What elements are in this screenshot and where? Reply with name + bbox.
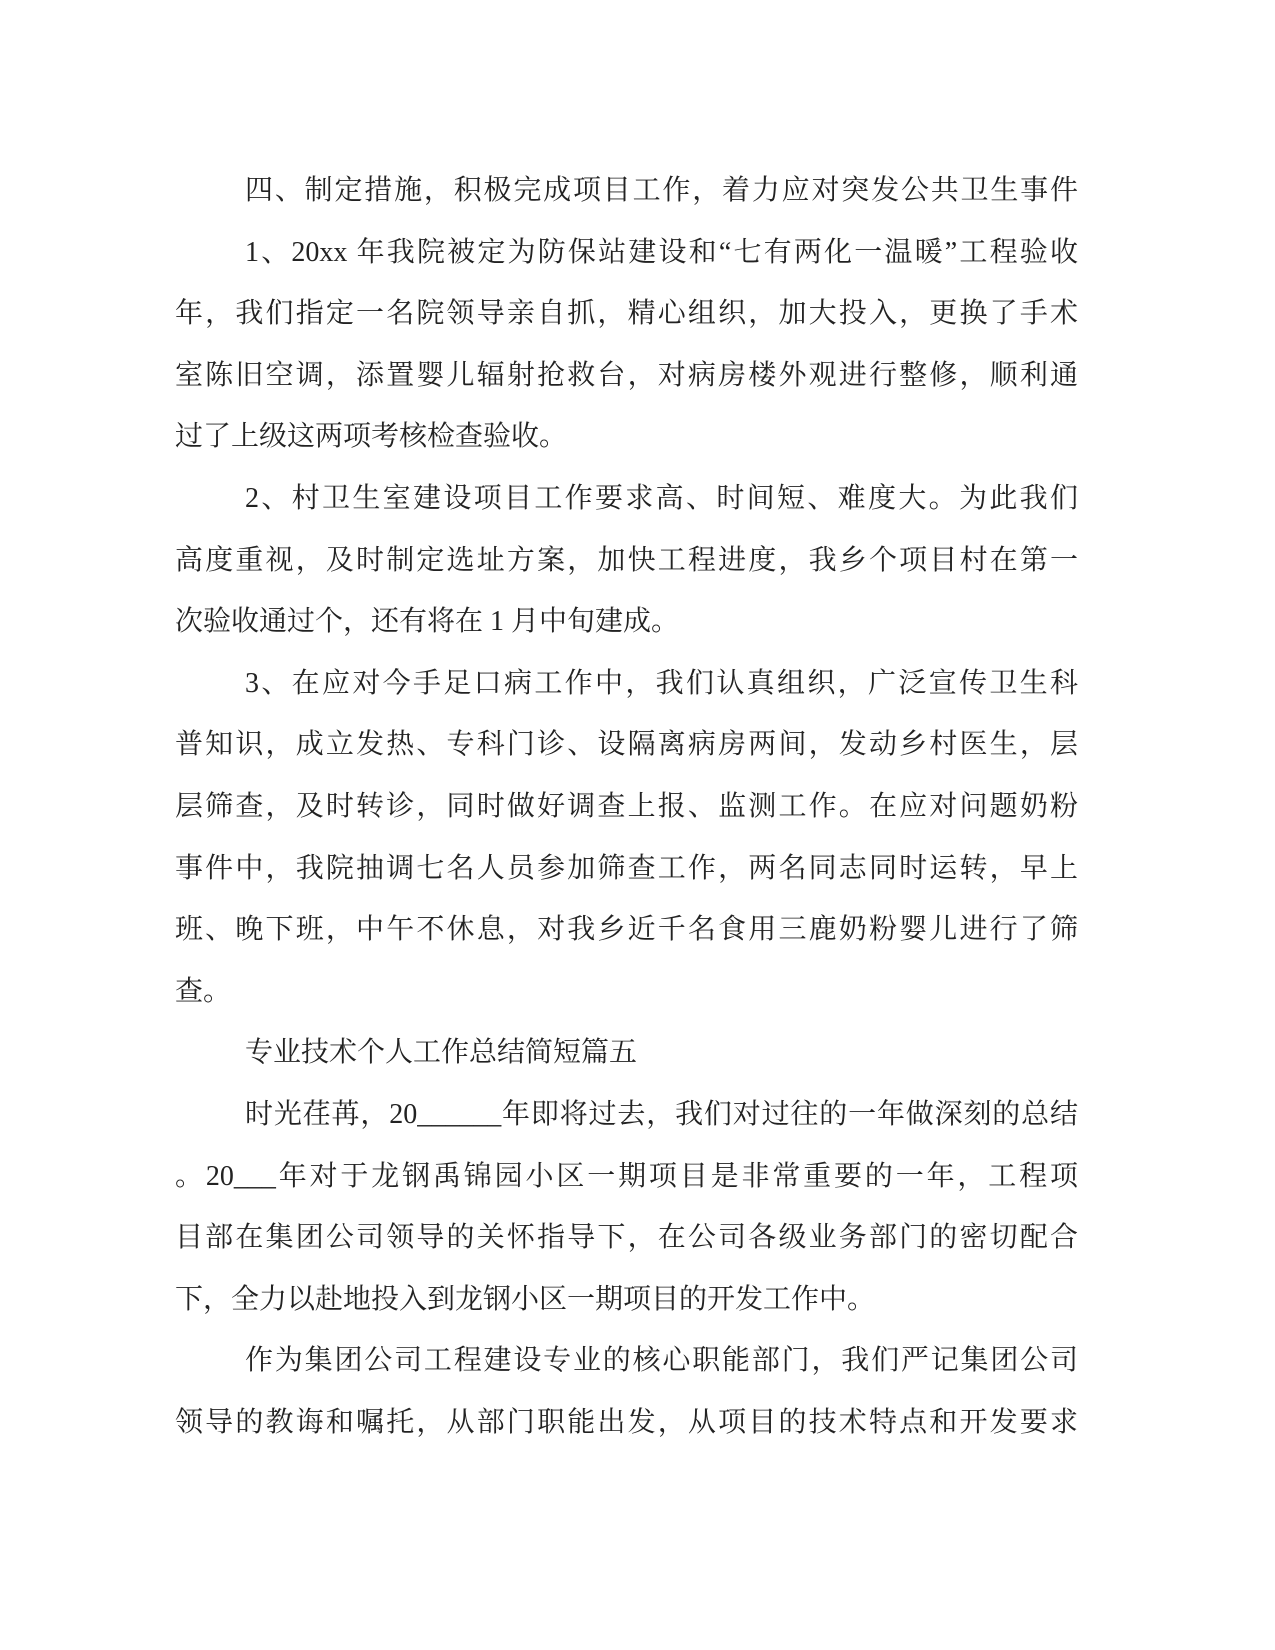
item-1-line-1: 1、20xx 年我院被定为防保站建设和“七有两化一温暖”工程验收 (245, 236, 1078, 268)
item-3-line-1: 3、在应对今手足口病工作中，我们认真组织，广泛宣传卫生科 (245, 667, 1078, 699)
item-3-line-4: 事件中，我院抽调七名人员参加筛查工作，两名同志同时运转，早上 (175, 852, 1078, 884)
item-3-line-2: 普知识，成立发热、专科门诊、设隔离病房两间，发动乡村医生，层 (175, 729, 1078, 761)
document-text-column (175, 160, 1078, 1453)
section-five-para-2-line-2: 领导的教诲和嘱托，从部门职能出发，从项目的技术特点和开发要求 (175, 1406, 1078, 1438)
section-five-para-1-line-3: 目部在集团公司领导的关怀指导下，在公司各级业务部门的密切配合 (175, 1222, 1078, 1254)
section-four-heading-line-1: 四、制定措施，积极完成项目工作，着力应对突发公共卫生事件 (245, 175, 1078, 206)
section-five-para-1-line-2: 。20___年对于龙钢禹锦园小区一期项目是非常重要的一年，工程项 (175, 1160, 1078, 1192)
item-1-line-4: 过了上级这两项考核检查验收。 (175, 421, 568, 453)
item-2-line-3: 次验收通过个，还有将在 1 月中旬建成。 (175, 606, 680, 638)
section-five-heading-line-1: 专业技术个人工作总结简短篇五 (245, 1037, 638, 1069)
item-1-line-3: 室陈旧空调，添置婴儿辐射抢救台，对病房楼外观进行整修，顺利通 (175, 359, 1078, 391)
section-five-para-2-line-1: 作为集团公司工程建设专业的核心职能部门，我们严记集团公司 (245, 1345, 1078, 1377)
item-1-line-2: 年，我们指定一名院领导亲自抓，精心组织，加大投入，更换了手术 (175, 298, 1078, 330)
item-2-line-2: 高度重视，及时制定选址方案，加快工程进度，我乡个项目村在第一 (175, 544, 1078, 576)
section-five-para-1-line-1: 时光荏苒，20______年即将过去，我们对过往的一年做深刻的总结 (245, 1098, 1078, 1130)
item-2-line-1: 2、村卫生室建设项目工作要求高、时间短、难度大。为此我们 (245, 482, 1078, 514)
item-3-line-6: 查。 (175, 975, 232, 1007)
item-3-line-5: 班、晚下班，中午不休息，对我乡近千名食用三鹿奶粉婴儿进行了筛 (175, 914, 1078, 946)
item-3-line-3: 层筛查，及时转诊，同时做好调查上报、监测工作。在应对问题奶粉 (175, 790, 1078, 822)
section-five-para-1-line-4: 下，全力以赴地投入到龙钢小区一期项目的开发工作中。 (175, 1283, 876, 1315)
